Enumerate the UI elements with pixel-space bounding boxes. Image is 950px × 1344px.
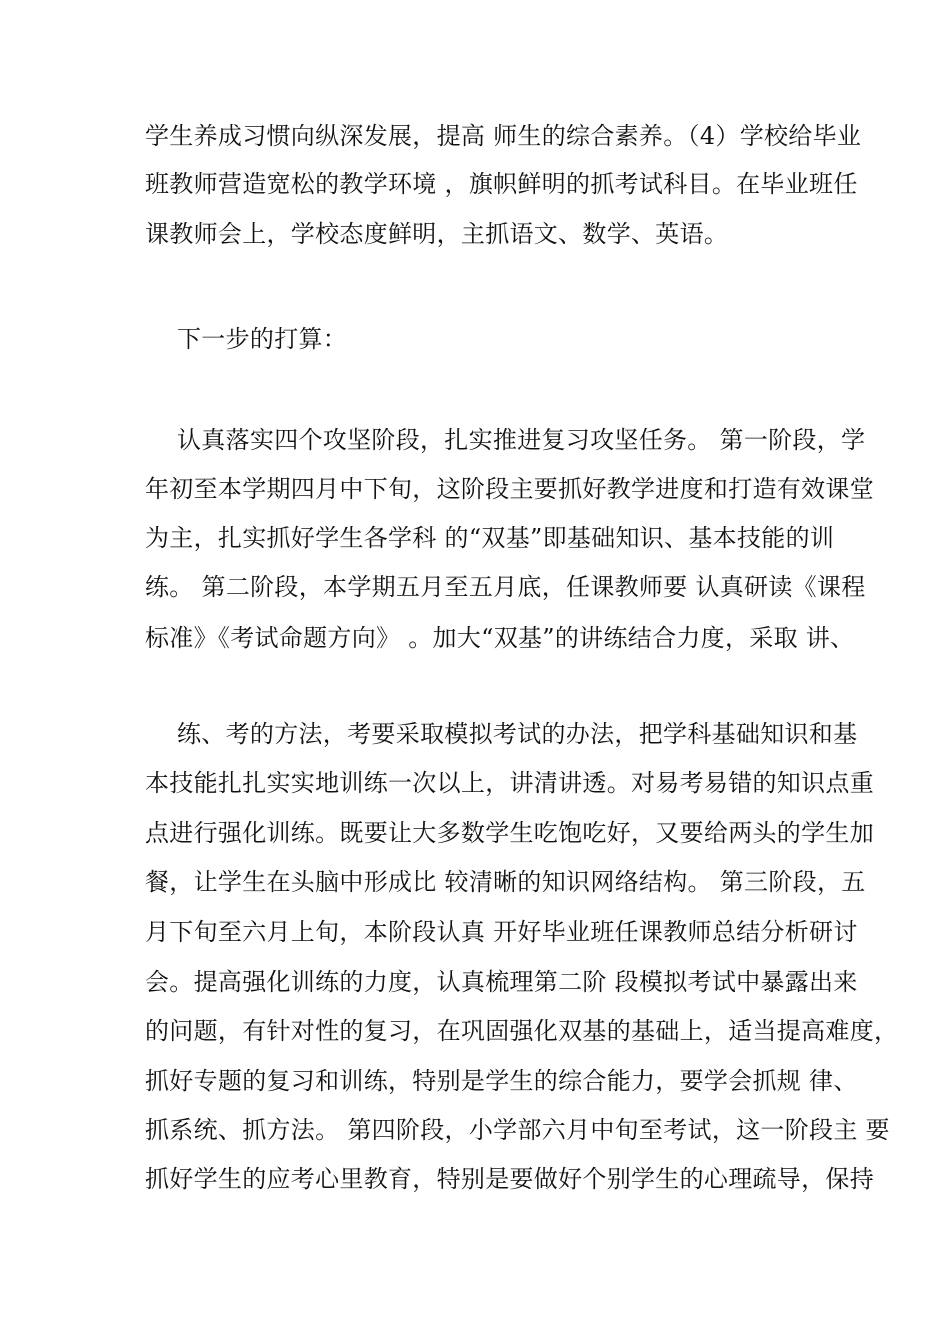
- paragraph-2-line-4: 练。 第二阶段，本学期五月至五月底，任课教师要 认真研读《课程: [145, 573, 866, 601]
- paragraph-3-line-5: 月下旬至六月上旬，本阶段认真 开好毕业班任课教师总结分析研讨: [145, 918, 858, 946]
- section-heading: 下一步的打算：: [177, 325, 348, 353]
- paragraph-2-line-2: 年初至本学期四月中下旬，这阶段主要抓好教学进度和打造有效课堂: [145, 475, 874, 503]
- paragraph-3-line-1: 练、考的方法，考要采取模拟考试的办法，把学科基础知识和基: [177, 720, 858, 748]
- paragraph-3-line-6: 会。提高强化训练的力度，认真梳理第二阶 段模拟考试中暴露出来: [145, 968, 858, 996]
- paragraph-3-line-9: 抓系统、抓方法。 第四阶段，小学部六月中旬至考试，这一阶段主 要: [145, 1116, 890, 1144]
- paragraph-3-line-4: 餐，让学生在头脑中形成比 较清晰的知识网络结构。 第三阶段，五: [145, 868, 866, 896]
- paragraph-3-line-7: 的问题，有针对性的复习，在巩固强化双基的基础上，适当提高难度，: [145, 1017, 899, 1045]
- paragraph-3-line-10: 抓好学生的应考心里教育，特别是要做好个别学生的心理疏导，保持: [145, 1165, 874, 1193]
- paragraph-2-line-5: 标准》《考试命题方向》 。加大“双基”的讲练结合力度，采取 讲、: [145, 624, 855, 652]
- paragraph-1-line-1: 学生养成习惯向纵深发展，提高 师生的综合素养。（4）学校给毕业: [145, 122, 862, 150]
- paragraph-3-line-8: 抓好专题的复习和训练，特别是学生的综合能力，要学会抓规 律、: [145, 1067, 858, 1095]
- paragraph-1-line-3: 课教师会上，学校态度鲜明，主抓语文、数学、英语。: [145, 220, 729, 248]
- paragraph-2-line-3: 为主，扎实抓好学生各学科 的“双基”即基础知识、基本技能的训: [145, 524, 835, 552]
- paragraph-3-line-2: 本技能扎扎实实地训练一次以上，讲清讲透。对易考易错的知识点重: [145, 769, 874, 797]
- paragraph-3-line-3: 点进行强化训练。既要让大多数学生吃饱吃好，又要给两头的学生加: [145, 819, 874, 847]
- paragraph-1-line-2: 班教师营造宽松的教学环境 ，旗帜鲜明的抓考试科目。在毕业班任: [145, 170, 858, 198]
- paragraph-2-line-1: 认真落实四个攻坚阶段，扎实推进复习攻坚任务。 第一阶段，学: [177, 426, 866, 454]
